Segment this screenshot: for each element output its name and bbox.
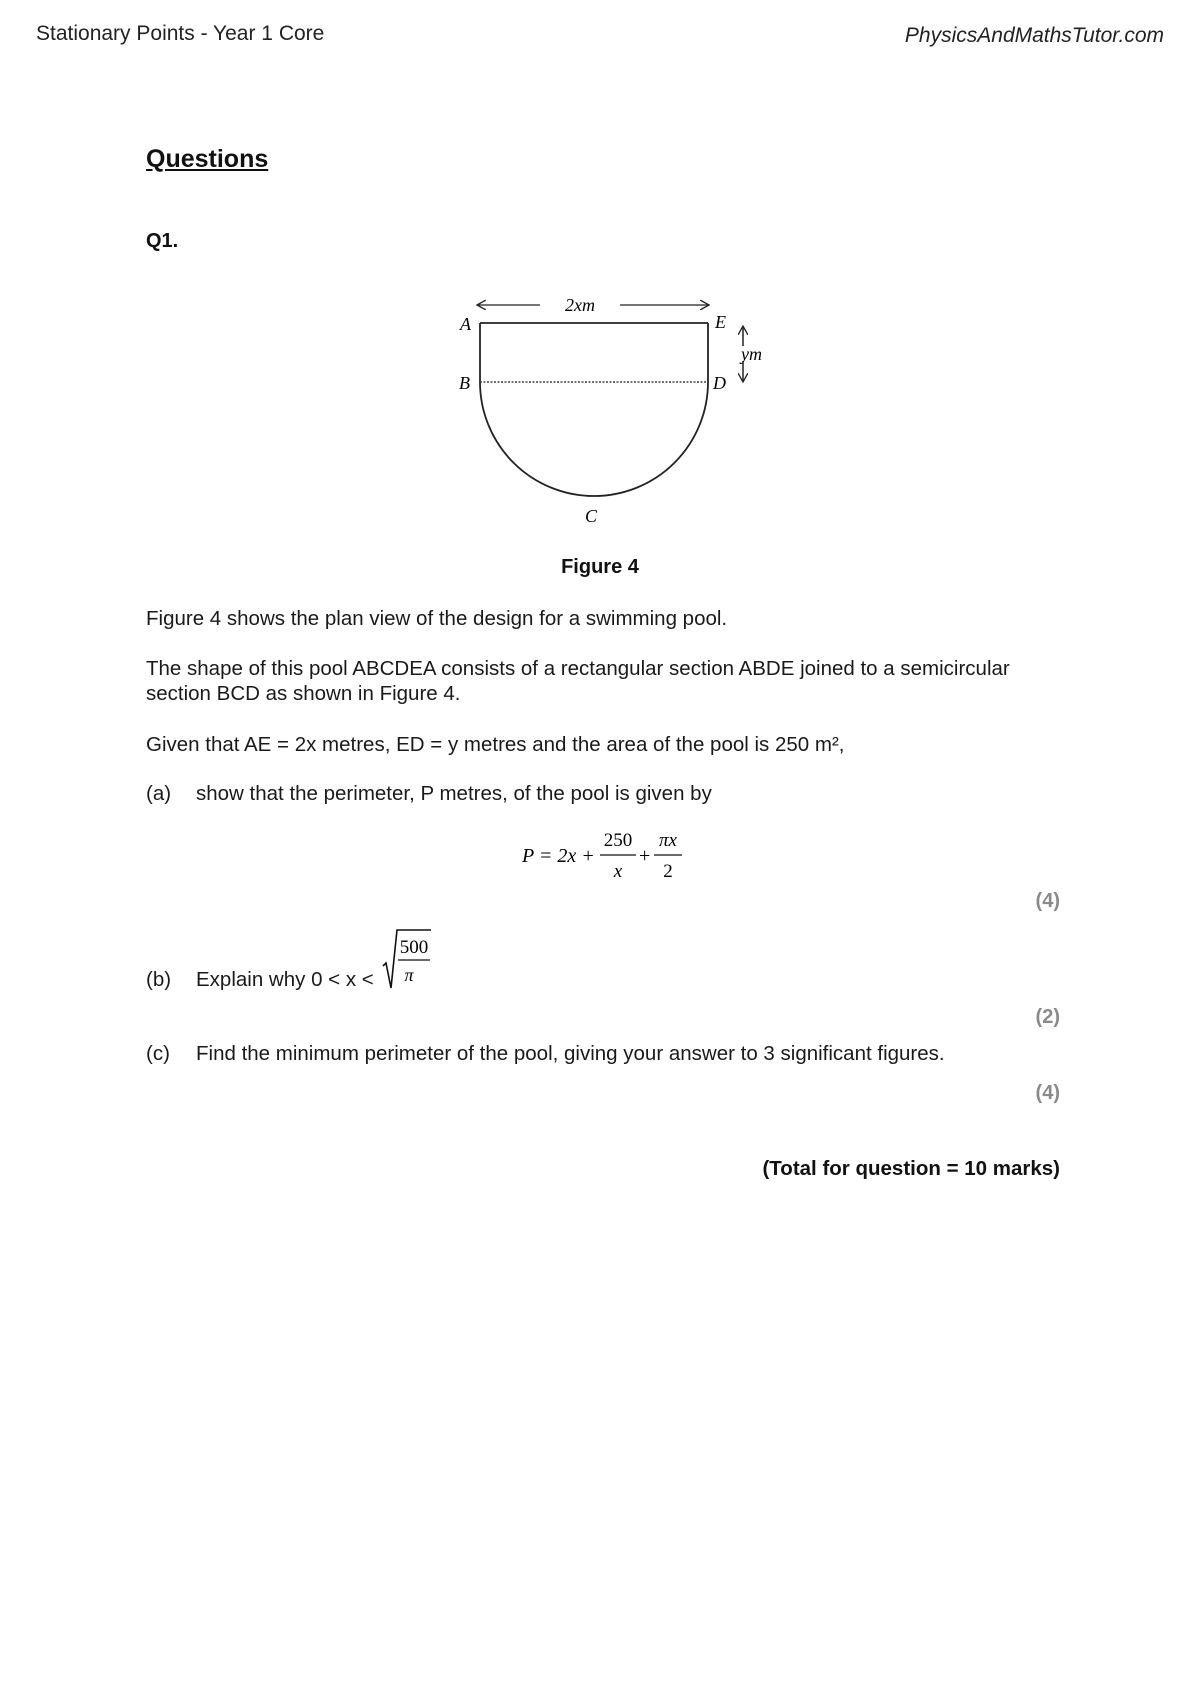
part-b-marks: (2) xyxy=(1035,1006,1060,1028)
formula-frac1-den: x xyxy=(613,861,623,882)
formula-frac2-den: 2 xyxy=(663,861,673,882)
figure-caption: Figure 4 xyxy=(561,556,639,578)
question-number: Q1. xyxy=(146,230,179,252)
formula-frac2-num: πx xyxy=(659,830,677,851)
formula-plus: + xyxy=(639,845,651,867)
section-heading: Questions xyxy=(146,145,269,173)
height-label: ym xyxy=(741,344,762,364)
part-a xyxy=(146,782,712,806)
paragraph-1: Figure 4 shows the plan view of the design for a swimming pool. xyxy=(146,607,728,630)
paragraph-3: Given that AE = 2x metres, ED = y metres and the area of the pool is 250 m², xyxy=(146,733,845,756)
part-c xyxy=(146,1042,945,1066)
header-title: Stationary Points - Year 1 Core xyxy=(36,22,325,45)
formula-lhs: P = 2x + xyxy=(522,845,595,867)
sqrt-500-over-pi xyxy=(381,926,433,992)
point-A: A xyxy=(460,314,471,334)
paragraph-2: The shape of this pool ABCDEA consists of a rectangular section ABDE joined to a semicircular section BCD as shown in Figure 4. xyxy=(146,657,1010,705)
header-site: PhysicsAndMathsTutor.com xyxy=(904,24,1164,47)
question-total: (Total for question = 10 marks) xyxy=(762,1157,1060,1180)
part-a-text: show that the perimeter, P metres, of the pool is given by xyxy=(196,782,712,805)
part-c-label: (c) xyxy=(146,1042,170,1065)
part-a-marks: (4) xyxy=(1035,890,1060,912)
pool-diagram xyxy=(440,286,770,531)
sqrt-numerator: 500 xyxy=(400,937,429,958)
point-C: C xyxy=(585,506,598,526)
point-E: E xyxy=(715,312,726,332)
point-D: D xyxy=(713,373,726,393)
semicircle-BCD xyxy=(480,382,708,496)
point-B: B xyxy=(459,373,470,393)
part-c-marks: (4) xyxy=(1035,1082,1060,1104)
part-b-text: Explain why 0 < x < xyxy=(196,968,374,991)
part-a-label: (a) xyxy=(146,782,172,805)
part-c-text: Find the minimum perimeter of the pool, giving your answer to 3 significant figures. xyxy=(196,1042,945,1065)
width-label: 2xm xyxy=(565,295,595,315)
sqrt-denominator: π xyxy=(404,965,414,985)
formula-frac1-num: 250 xyxy=(603,830,633,851)
part-b xyxy=(146,926,433,992)
part-b-label: (b) xyxy=(146,968,172,991)
perimeter-formula xyxy=(520,826,700,886)
